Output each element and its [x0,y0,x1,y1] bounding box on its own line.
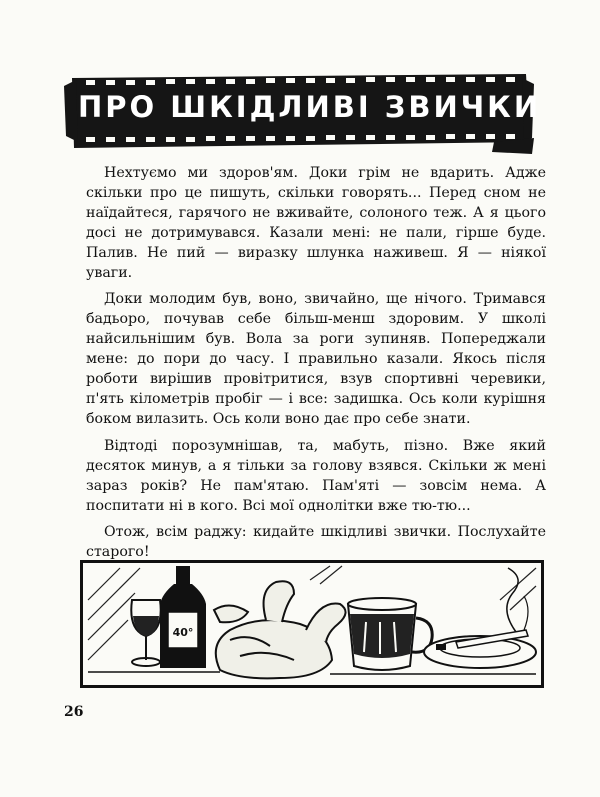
title-banner [64,72,542,154]
paragraph: Нехтуємо ми здоров'ям. Доки грім не вдарить. Адже скільки про це пишуть, скільки говорять... Перед сном не наїдайтеся, гарячого не вживайте, солоного теж. А я цього досі не дотримувався. Казали мені: не пали, гірше буде. Палив. Не пий — виразку шлунка наживеш. Я — ніякої уваги. [86,165,546,281]
still-life-illustration [80,560,544,688]
page-number: 26 [64,704,84,720]
bottle-label: 40° [172,626,194,639]
paragraph: Доки молодим був, воно, звичайно, ще нічого. Тримався бадьоро, почував себе більш-менш здоровим. У школі найсильнішим був. Вола за роги зупиняв. Попереджали мене: до пори до часу. І правильно казали. Якось після роботи вирішив провітритися, взув спортивні черевики, п'ять кілометрів пробіг — і все: задишка. Ось коли курішня боком вилазить. Ось коли воно дає про себе знати. [86,291,546,427]
bad-habits-drawing [80,560,544,688]
page-title: ПРО ШКІДЛИВІ ЗВИЧКИ [78,90,542,124]
paragraph: Відтоді порозумнішав, та, мабуть, пізно. Вже який десяток минув, а я тільки за голову взявся. Скільки ж мені зараз років? Не пам'ятаю. Пам'яті — зовсім нема. А поспитати ні в кого. Всі мої однолітки вже тю-тю... [86,437,546,514]
article-body [86,164,546,570]
paragraph: Отож, всім раджу: кидайте шкідливі звички. Послухайте старого! [86,524,546,561]
